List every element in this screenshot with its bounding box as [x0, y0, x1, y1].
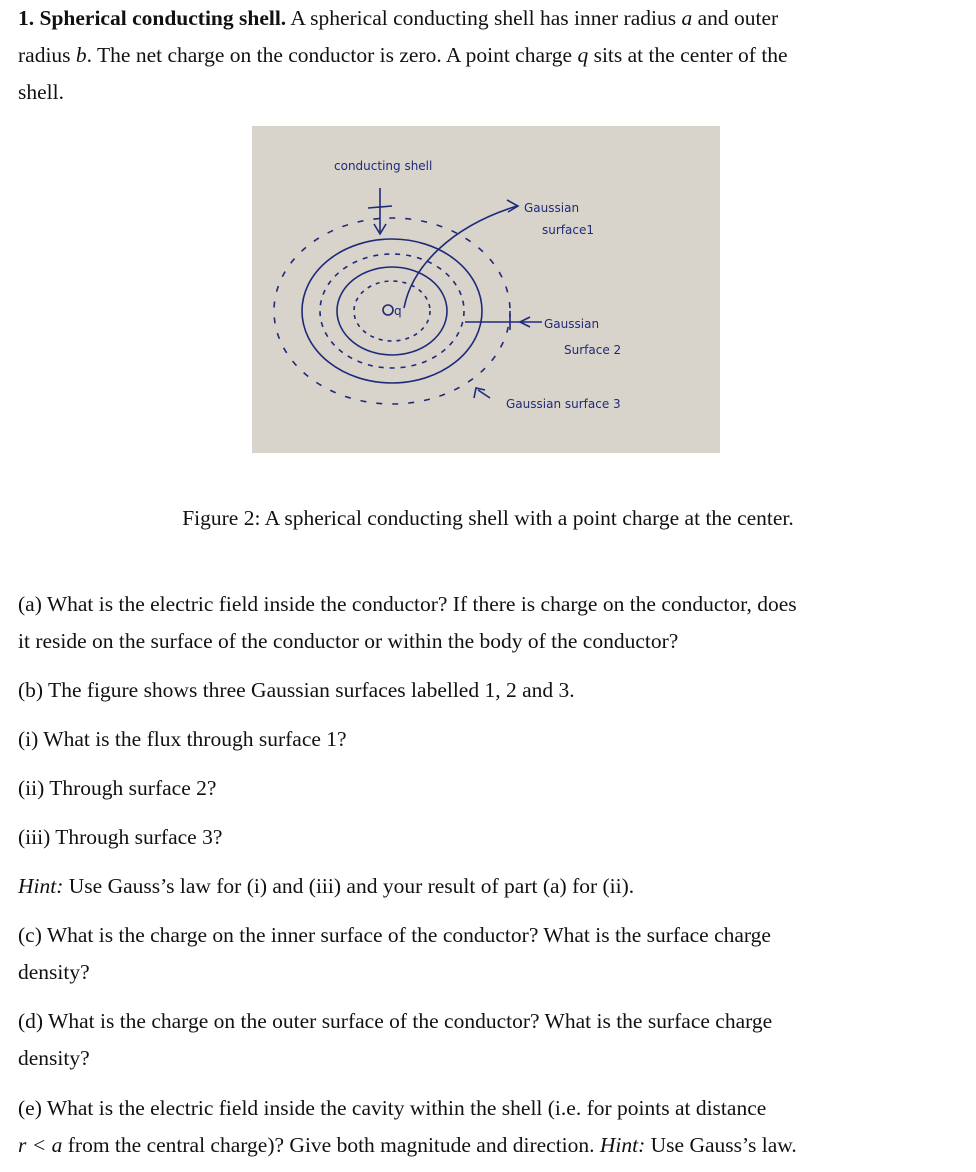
- question-b-ii: (ii) Through surface 2?: [18, 776, 217, 800]
- question-e-line2: [18, 1127, 956, 1164]
- hint-b: [18, 868, 956, 905]
- problem-intro-line1: [18, 0, 956, 37]
- label-gaussian-2-line2: Surface 2: [564, 343, 622, 357]
- intro-text: and outer: [692, 6, 779, 30]
- hint-label: Hint:: [599, 1133, 646, 1157]
- question-a-line1: (a) What is the electric field inside the conductor? If there is charge on the conductor, does: [18, 592, 797, 616]
- question-d-line2: density?: [18, 1046, 90, 1070]
- problem-title: Spherical conducting shell.: [39, 6, 287, 30]
- question-e-text: from the central charge)? Give both magnitude and direction.: [62, 1133, 600, 1157]
- intro-text: A spherical conducting shell has inner radius: [290, 6, 682, 30]
- figure-sketch: [252, 126, 720, 453]
- var-q: q: [577, 43, 589, 67]
- question-d-line1: (d) What is the charge on the outer surface of the conductor? What is the surface charge: [18, 1009, 773, 1033]
- intro-text: sits at the center of the: [588, 43, 788, 67]
- question-a-line2: it reside on the surface of the conductor or within the body of the conductor?: [18, 629, 679, 653]
- question-b: (b) The figure shows three Gaussian surfaces labelled 1, 2 and 3.: [18, 678, 575, 702]
- figure-photo: [252, 126, 720, 453]
- intro-text: . The net charge on the conductor is zero. A point charge: [86, 43, 578, 67]
- question-b-i: (i) What is the flux through surface 1?: [18, 727, 347, 751]
- question-c-line2: density?: [18, 960, 90, 984]
- var-a: a: [681, 6, 693, 30]
- label-gaussian-2-line1: Gaussian: [544, 317, 600, 331]
- var-b: b: [75, 43, 87, 67]
- question-b-iii: (iii) Through surface 3?: [18, 825, 223, 849]
- hint-text: Use Gauss’s law.: [645, 1133, 797, 1157]
- label-charge-q: q: [394, 304, 402, 318]
- problem-intro-line3: shell.: [18, 80, 64, 104]
- hint-text: Use Gauss’s law for (i) and (iii) and your result of part (a) for (ii).: [63, 874, 635, 898]
- problem-number: 1.: [18, 6, 35, 30]
- hint-label: Hint:: [18, 874, 64, 898]
- paper-background: [252, 126, 720, 453]
- question-c-line1: (c) What is the charge on the inner surface of the conductor? What is the surface charge: [18, 923, 771, 947]
- label-conducting-shell: conducting shell: [334, 159, 433, 173]
- problem-intro-line2: [18, 37, 956, 74]
- label-gaussian-3: Gaussian surface 3: [506, 397, 621, 411]
- intro-text: radius: [18, 43, 76, 67]
- figure-caption: Figure 2: A spherical conducting shell with a point charge at the center.: [182, 506, 794, 530]
- question-e-line1: (e) What is the electric field inside the cavity within the shell (i.e. for points at distance: [18, 1096, 767, 1120]
- label-gaussian-1-line2: surface1: [542, 223, 594, 237]
- label-gaussian-1-line1: Gaussian: [524, 201, 580, 215]
- var-r-less-a: r < a: [18, 1133, 63, 1157]
